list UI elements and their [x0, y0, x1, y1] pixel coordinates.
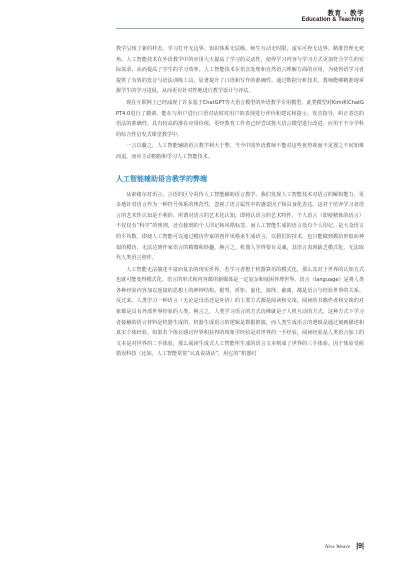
- section-label-chinese: 教育 · 教学: [327, 9, 364, 17]
- article-body: [116, 44, 364, 361]
- body-paragraph-1: 从索绪尔对语言、言语的区分看待人工智能辅助语言教学。我们发现人工智能技术对语言的解构能力，更多地针对语言作为一种符号体系的规范性，忽视了语言属性中的感觉因子和具身化表达。这对于培养学习者语言的艺术性认知是不利的。所谓对语言的艺术化认知，即将认语言的艺术特性，个人语言（即使精炼的语言）不仅仅有“科学”的规则，还有独到的个人印记和风格标签。而人工智能生成的语言没有个人印记，是大众语言的平均数。即使人工智能可以通过模仿作家的创作风格来生成语言，以假们的技术，也只能做到模仿形似而神似的模仿，无法达到作家语言的精微和妙趣。换言之，机器人学得要有灵魂，其语言表现缺乏模式化，无法取代人类语言创作。: [116, 191, 364, 262]
- page-number: |9|: [356, 543, 364, 550]
- section-label-english: Education & Teaching: [301, 17, 364, 23]
- intro-paragraph-3: 一言以蔽之，人工智能辅助语言教学利大于弊。当今中国外语教师不能对这些优势视而不见置之不问知难而退，而应主动拥抱和学习人工智能技术。: [116, 143, 364, 160]
- intro-paragraph-2: 现在互联网上已经涌现了许多基于ChatGPT等大语言模型的外语教学专用模型。此类模型对Kimi和ChatGPT4.0进行了微调，能在与用户进行口语对话时对用户的表现进行评价和建议和提示，发音指导，纠正表达的语法的准确性。具有较高的准在应用价值。更经教育工作者已经尝试将大语言模型进行改进，应用于不少学科的综合性启发式课堂教学中。: [116, 99, 364, 138]
- page-footer: [325, 543, 364, 550]
- header-divider: [116, 28, 364, 29]
- intro-paragraph-1: 教学呈现了新的样态。学习打开无边界、知识体系无层级、师生互动无时限，虚实可拴无边界、精准管理无死角。人工智能技术在外语教学中的应用大大提高了学习的灵活性，使得学习内容与学习方式更加符合学生的实际需求。从而提高了学生的学习效率。人工智能技术在语音处理和自然语言理解方面的应用，为使得语学习者提供了有效的发音与语法训练工具，显著提升了口语和写作的准确性。通过数据分析技术，教师能够精准地掌握学生的学习进展，从而更有针对性地进行教学设计与评估。: [116, 46, 364, 95]
- body-paragraph-2: 人工智能无法描述丰富而复杂的现实世界。若学习者想于机器算语的模式化，那么其对于世界的认知方式也就可能变得模式化。语言的形式和内容都用新媒体是一定复杂和度困外理世界。语言（language）是将人类各种经验内容加以连接的思想上的神钟结构。据驾，折矩，虚化，演绎，截离，都是语言与经验世界的关系。反过来，人类学习一种语言（无论是母语还是外语）的主要方式都是阅读和交谈。阅读的书籍作者和交谈的对象都是具有外部世界经验的人类。换言之，人类学习语言的方式仿佛就是子人机互动的方式，这种方式下学习者接触的语言材料是机器生成的。机器生成语言的逻辑是数据推演，而人类生成语言的逻辑是通过刻画描述和真实个体经验。如果若个体在感官世界积获得的现象学经验是对世界的一手经验，阅读经验是人类语言加工的文本是对世界的二手体验，那么阅读生成式人工智能所生成的语言文本则成了世界的三手体验。因于体验受阻错误科技（比如，人工智能常常“认真说胡话”，用它的“机器幻: [116, 266, 364, 358]
- magazine-name: New Weave: [324, 543, 351, 550]
- section-heading: 人工智能辅助语言教学的弊端: [116, 174, 207, 183]
- page-header: [0, 0, 402, 40]
